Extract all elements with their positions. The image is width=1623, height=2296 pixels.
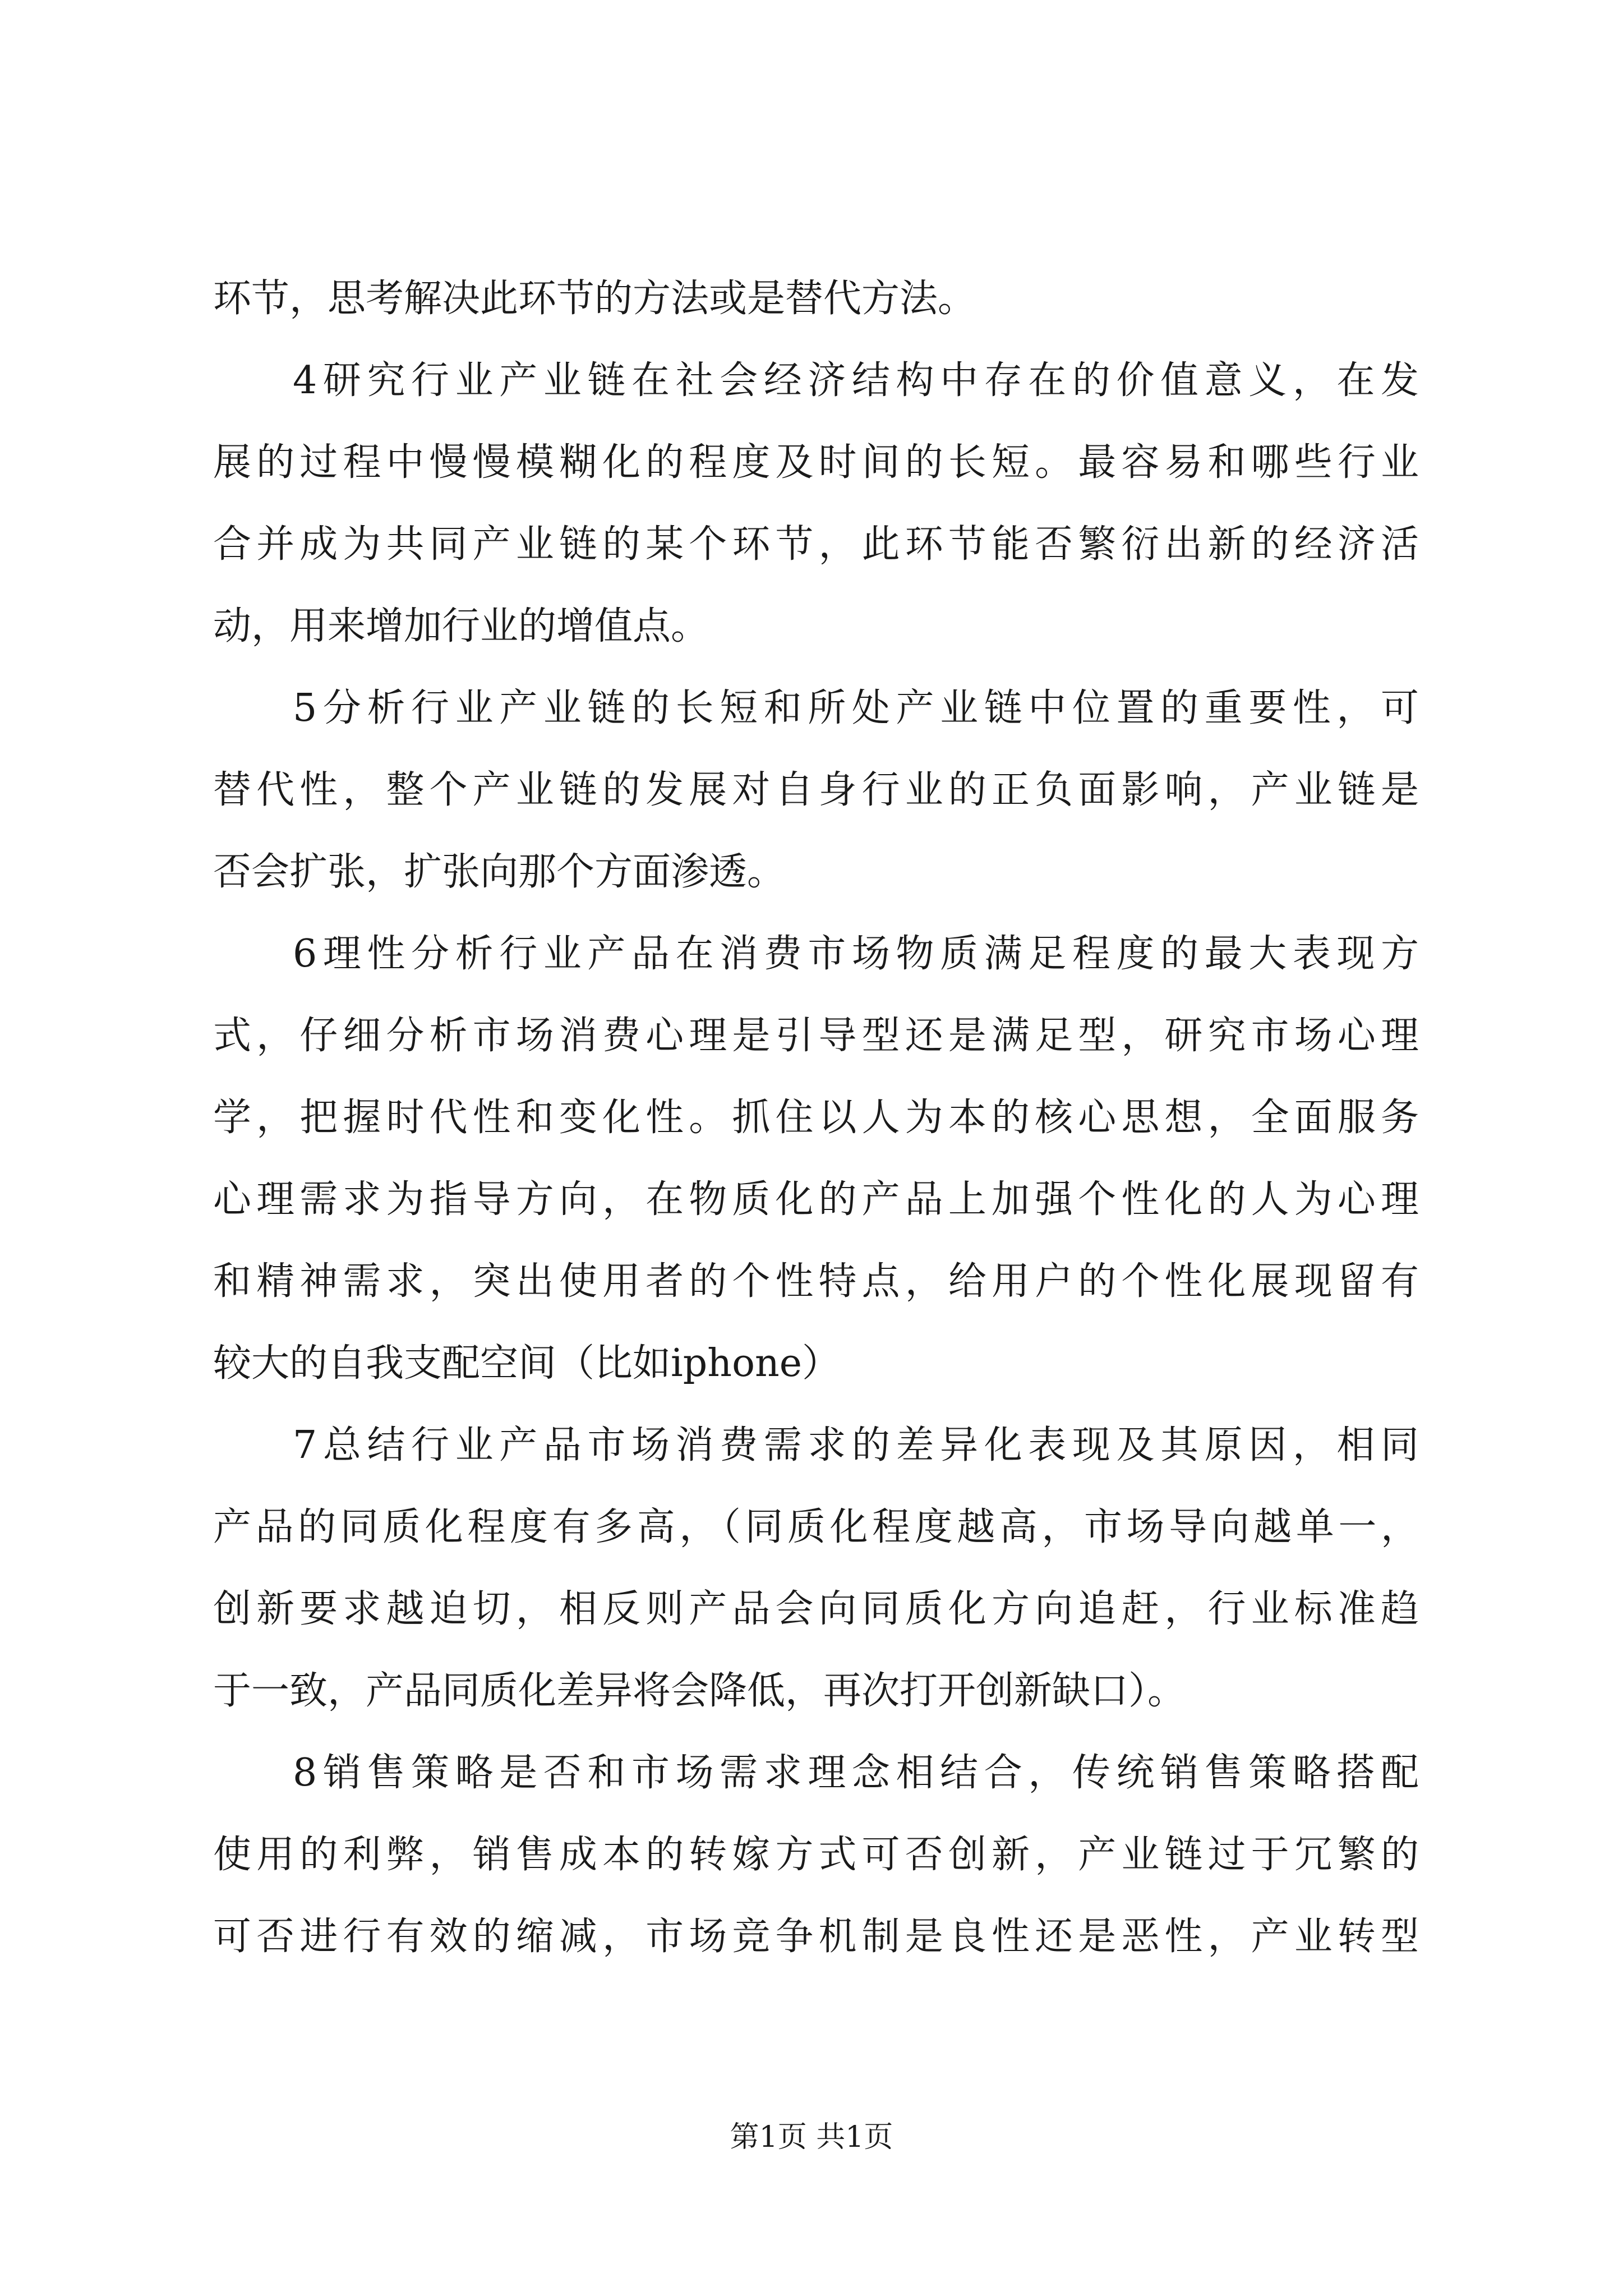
text-line: 4研究行业产业链在社会经济结构中存在的价值意义，在发: [293, 358, 1419, 403]
text-line: 产品的同质化程度有多高，（同质化程度越高，市场导向越单一，: [213, 1505, 1419, 1549]
text-line: 学，把握时代性和变化性。抓住以人为本的核心思想，全面服务: [213, 1096, 1419, 1140]
text-line: 替代性，整个产业链的发展对自身行业的正负面影响，产业链是: [213, 768, 1419, 812]
text-line: 合并成为共同产业链的某个环节，此环节能否繁衍出新的经济活: [213, 522, 1419, 567]
text-line: 6理性分析行业产品在消费市场物质满足程度的最大表现方: [293, 932, 1419, 976]
text-line: 使用的利弊，销售成本的转嫁方式可否创新，产业链过于冗繁的: [213, 1833, 1419, 1877]
text-line: 环节，思考解决此环节的方法或是替代方法。: [213, 277, 976, 321]
text-line: 8销售策略是否和市场需求理念相结合，传统销售策略搭配: [293, 1751, 1419, 1795]
page-footer: 第1页 共1页: [730, 2120, 893, 2154]
text-line: 可否进行有效的缩减，市场竞争机制是良性还是恶性，产业转型: [213, 1915, 1419, 1959]
text-line: 7总结行业产品市场消费需求的差异化表现及其原因，相同: [293, 1423, 1419, 1467]
text-line: 式，仔细分析市场消费心理是引导型还是满足型，研究市场心理: [213, 1014, 1419, 1058]
document-body: [213, 258, 1419, 1978]
text-line: 展的过程中慢慢模糊化的程度及时间的长短。最容易和哪些行业: [213, 440, 1419, 485]
text-line: 否会扩张，扩张向那个方面渗透。: [213, 850, 786, 894]
text-line: 5分析行业产业链的长短和所处产业链中位置的重要性，可: [293, 686, 1419, 730]
text-line: 创新要求越迫切，相反则产品会向同质化方向追赶，行业标准趋: [213, 1587, 1419, 1631]
text-line: 较大的自我支配空间（比如iphone）: [213, 1341, 841, 1386]
text-line: 动，用来增加行业的增值点。: [213, 604, 709, 648]
text-line: 心理需求为指导方向，在物质化的产品上加强个性化的人为心理: [213, 1177, 1419, 1222]
text-line: 于一致，产品同质化差异将会降低，再次打开创新缺口）。: [213, 1669, 1186, 1713]
text-line: 和精神需求，突出使用者的个性特点，给用户的个性化展现留有: [213, 1259, 1419, 1304]
